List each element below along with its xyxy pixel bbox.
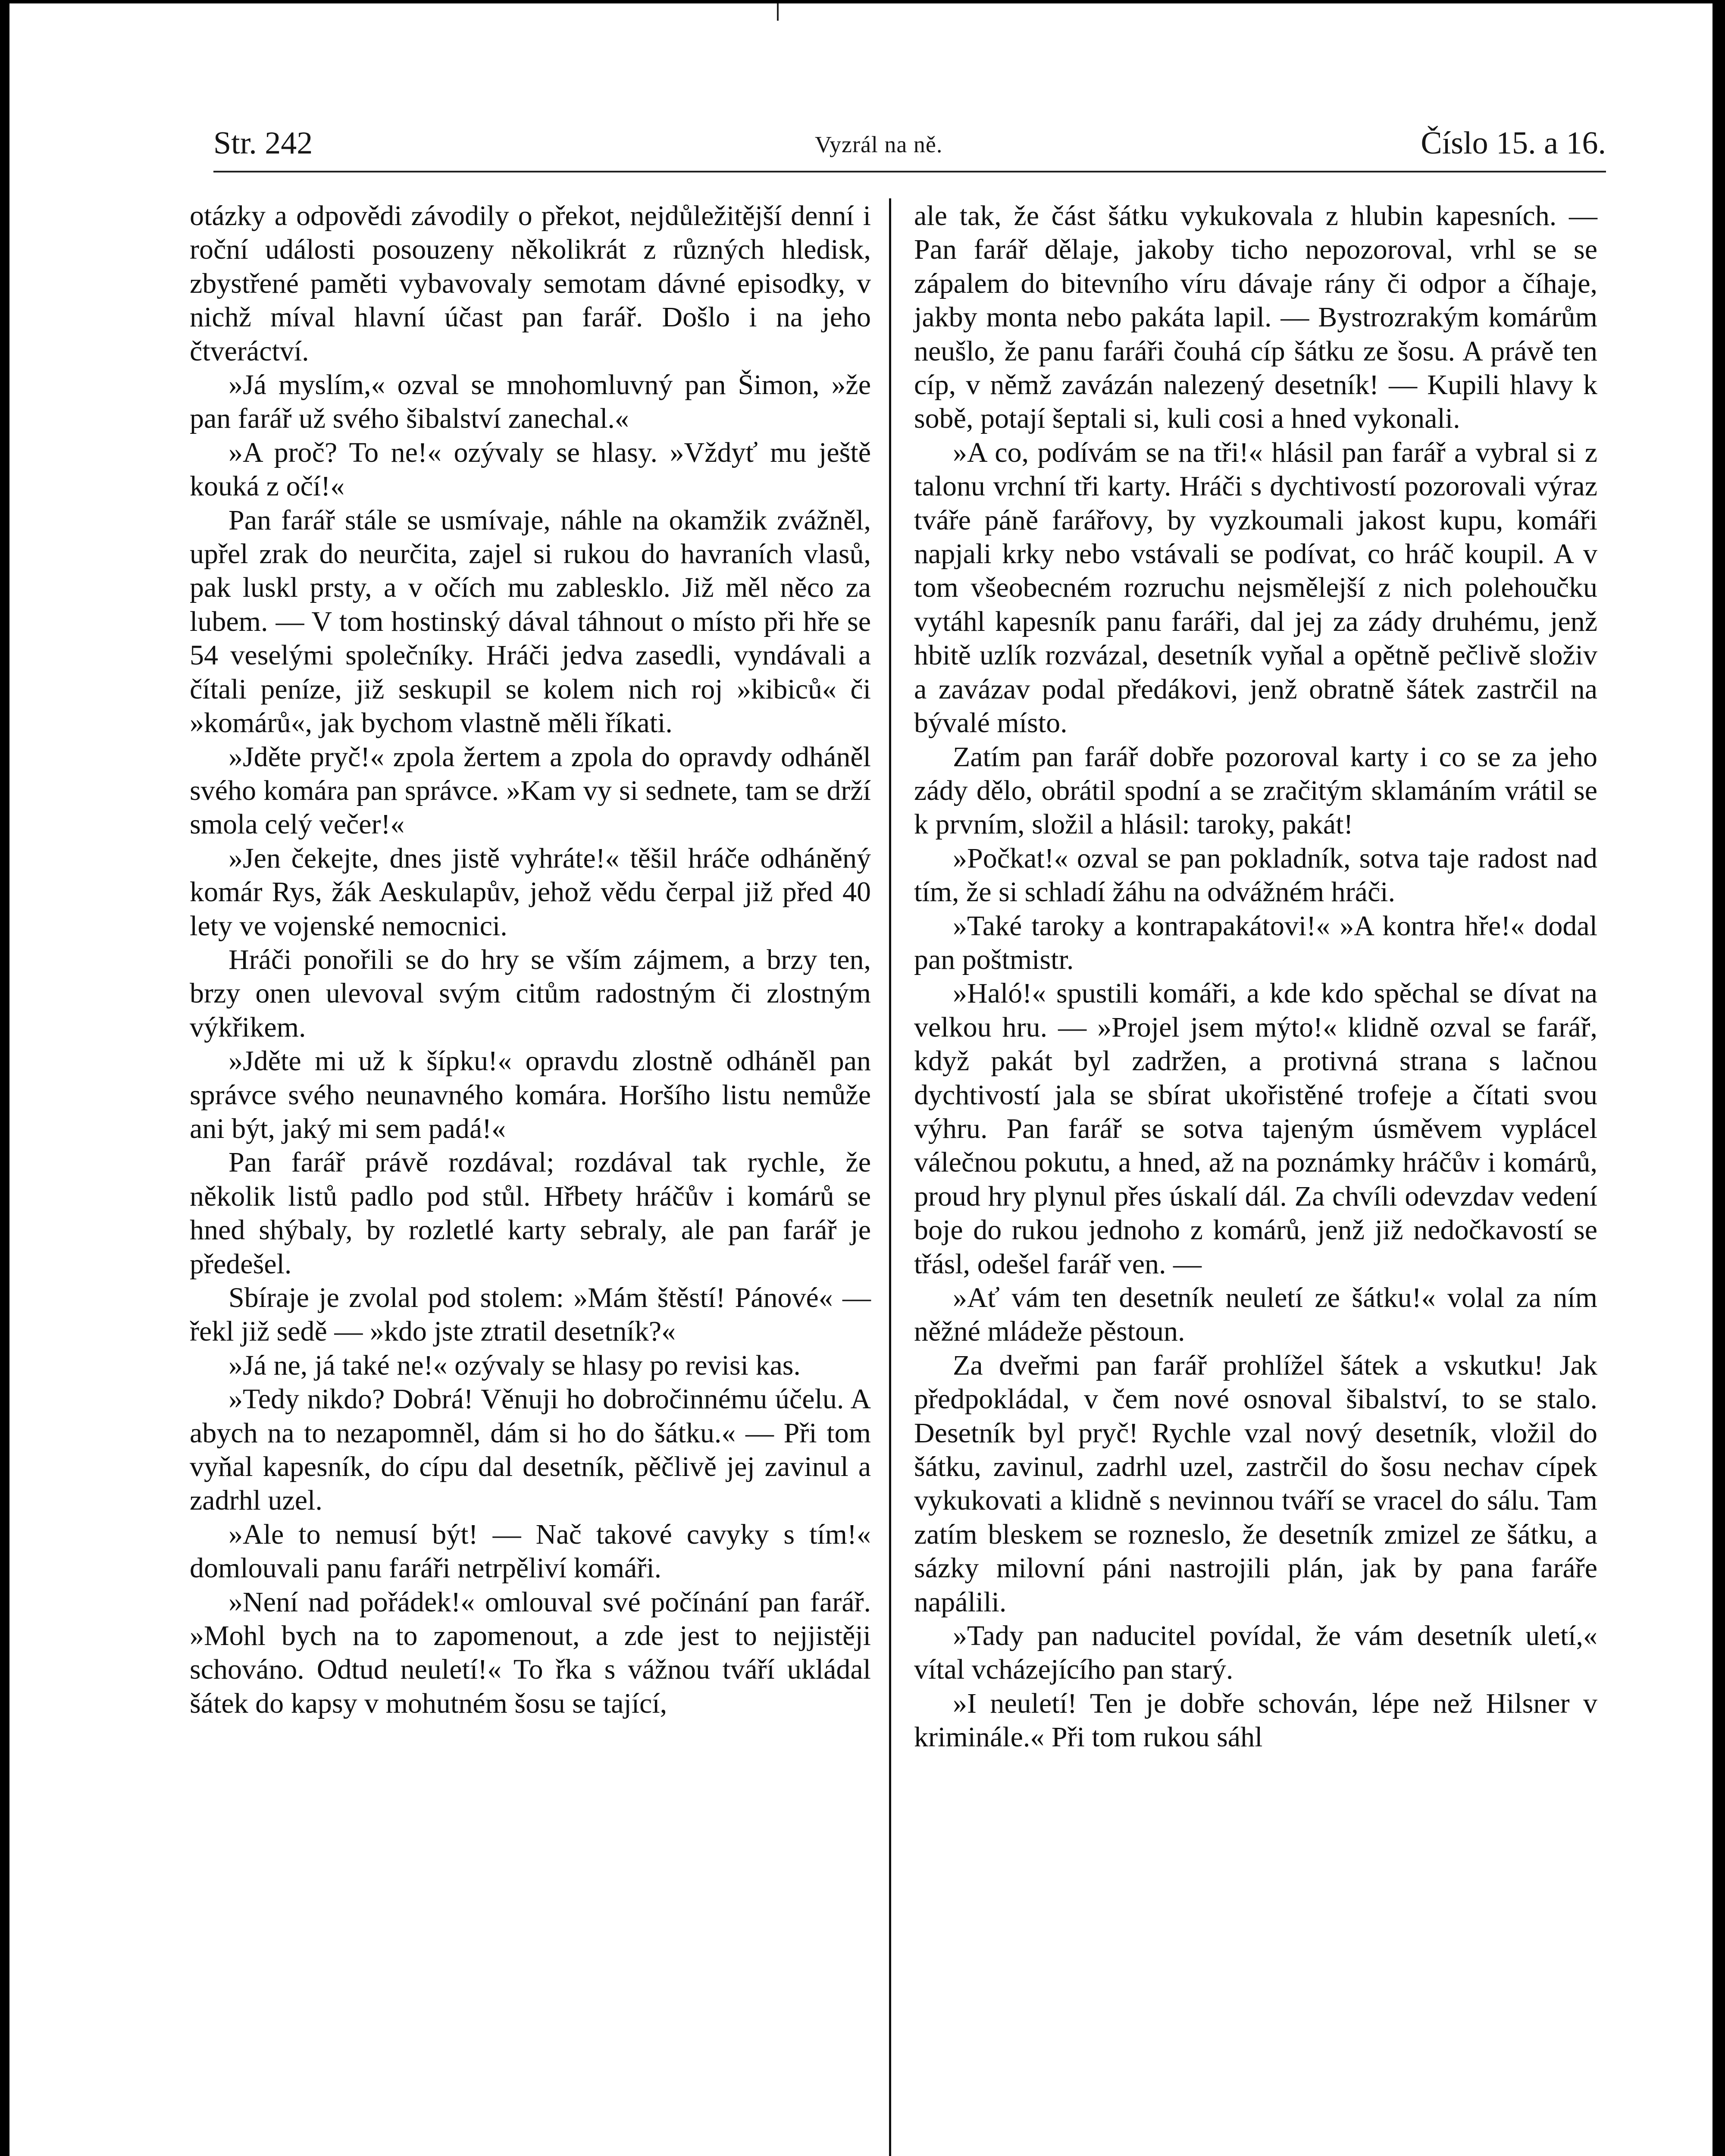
paragraph: »Haló!« spustili komáři, a kde kdo spěchal se dívat na velkou hru. — »Projel jsem mýto!« klidně ozval se farář, když pakát byl zadržen, a protivná strana s lačnou dychtivostí jala se sbírat ukořistěné trofeje a čítati svou výhru. Pan farář se sotva tajeným úsměvem vyplácel válečnou pokutu, a hned, až na poznámky hráčův i komárů, proud hry plynul přes úskalí dál. Za chvíli odevzdav vedení boje do rukou jednoho z komárů, jenž již nedočkavostí se třásl, odešel farář ven. — (914, 978, 1597, 1280)
paragraph: ale tak, že část šátku vykukovala z hlubin kapesních. — Pan farář dělaje, jakoby ticho nepozoroval, vrhl se se zápalem do bitevního víru dávaje rány či odpor a číhaje, jakby monta nebo pakáta lapil. — Bystrozrakým komárům neušlo, že panu faráři čouhá cíp šátku ze šosu. A právě ten cíp, v němž zavázán nalezený desetník! — Kupili hlavy k sobě, potají šeptali si, kuli cosi a hned vykonali. (914, 200, 1597, 435)
paragraph: Hráči ponořili se do hry se vším zájmem, a brzy ten, brzy onen ulevoval svým citům radostným či zlostným výkřikem. (190, 943, 871, 1043)
paragraph: »Jděte mi už k šípku!« opravdu zlostně odháněl pan správce svého neunavného komára. Horšího listu nemůže ani být, jaký mi sem padá!« (190, 1045, 871, 1144)
paragraph: »Ale to nemusí být! — Nač takové cavyky s tím!« domlouvali panu faráři netrpěliví komáři. (190, 1518, 871, 1584)
paragraph: »A proč? To ne!« ozývaly se hlasy. »Vždyť mu ještě kouká z očí!« (190, 436, 871, 502)
paragraph: Sbíraje je zvolal pod stolem: »Mám štěstí! Pánové« — řekl již sedě — »kdo jste ztratil desetník?« (190, 1282, 871, 1348)
paragraph: otázky a odpovědi závodily o překot, nejdůležitější denní i roční události posouzeny několikrát z různých hledisk, zbystřené paměti vybavovaly semotam dávné episodky, v nichž míval hlavní účast pan farář. Došlo i na jeho čtveráctví. (190, 200, 871, 367)
paragraph: »Jděte pryč!« zpola žertem a zpola do opravdy odháněl svého komára pan správce. »Kam vy si sednete, tam se drží smola celý večer!« (190, 741, 871, 840)
issue-number: Číslo 15. a 16. (1421, 125, 1606, 161)
paragraph: Pan farář právě rozdával; rozdával tak rychle, že několik listů padlo pod stůl. Hřbety hráčův i komárů se hned shýbaly, by rozletlé karty sebraly, ale pan farář je předešel. (190, 1147, 871, 1280)
paragraph: »Není nad pořádek!« omlouval své počínání pan farář. »Mohl bych na to zapomenout, a zde jest to nejjistěji schováno. Odtud neuletí!« To řka s vážnou tváří ukládal šátek do kapsy v mohutném šosu se tající, (190, 1586, 871, 1719)
right-column (914, 199, 1597, 1755)
page-number: Str. 242 (213, 125, 313, 161)
paragraph: »Také taroky a kontrapakátovi!« »A kontra hře!« dodal pan poštmistr. (914, 910, 1597, 975)
running-title: Vyzrál na ně. (815, 132, 943, 157)
paragraph: »A co, podívám se na tři!« hlásil pan farář a vybral si z talonu vrchní tři karty. Hráči s dychtivostí pozorovali výraz tváře páně farářovy, by vyzkoumali jakost kupu, komáři napjali krky nebo vstávali se podívat, co hráč koupil. A v tom všeobecném rozruchu nejsmělejší z nich polehoučku vytáhl kapesník panu faráři, dal jej za zády druhému, jenž hbitě uzlík rozvázal, desetník vyňal a opětně pečlivě složiv a zavázav podal předákovi, jenž obratně šátek zastrčil na bývalé místo. (914, 436, 1597, 739)
paragraph: »Tady pan naducitel povídal, že vám desetník uletí,« vítal vcházejícího pan starý. (914, 1620, 1597, 1686)
paragraph: Za dveřmi pan farář prohlížel šátek a vskutku! Jak předpokládal, v čem nové osnoval šibalství, to se stalo. Desetník byl pryč! Rychle vzal nový desetník, vložil do šátku, zavinul, zadrhl uzel, zastrčil do šosu nechav cípek vykukovati a klidně s nevinnou tváří se vracel do sálu. Tam zatím bleskem se rozneslo, že desetník zmizel ze šátku, a sázky milovní páni nastrojili plán, jak by pana faráře napálili. (914, 1349, 1597, 1618)
paragraph: Pan farář stále se usmívaje, náhle na okamžik zvážněl, upřel zrak do neurčita, zajel si rukou do havraních vlasů, pak luskl prsty, a v očích mu zablesklo. Již měl něco za lubem. — V tom hostinský dával táhnout o místo při hře se 54 veselými společníky. Hráči jedva zasedli, vyndávali a čítali peníze, již seskupil se kolem nich roj »kibiců« či »komárů«, jak bychom vlastně měli říkati. (190, 504, 871, 739)
crop-mark (777, 3, 779, 21)
paragraph: »Počkat!« ozval se pan pokladník, sotva taje radost nad tím, že si schladí žáhu na odvážném hráči. (914, 842, 1597, 908)
paragraph: Zatím pan farář dobře pozoroval karty i co se za jeho zády dělo, obrátil spodní a se zračitým sklamáním vrátil se k prvním, složil a hlásil: taroky, pakát! (914, 741, 1597, 840)
paragraph: »Tedy nikdo? Dobrá! Věnuji ho dobročinnému účelu. A abych na to nezapomněl, dám si ho do šátku.« — Při tom vyňal kapesník, do cípu dal desetník, pěčlivě jej zavinul a zadrhl uzel. (190, 1383, 871, 1517)
paragraph: »Jen čekejte, dnes jistě vyhráte!« těšil hráče odháněný komár Rys, žák Aeskulapův, jehož vědu čerpal již před 40 lety ve vojenské nemocnici. (190, 842, 871, 942)
paragraph: »Ať vám ten desetník neuletí ze šátku!« volal za ním něžné mládeže pěstoun. (914, 1282, 1597, 1348)
paragraph: »Já ne, já také ne!« ozývaly se hlasy po revisi kas. (229, 1349, 801, 1381)
column-divider (889, 198, 891, 2156)
page-header (213, 125, 1606, 177)
paragraph: »Já myslím,« ozval se mnohomluvný pan Šimon, »že pan farář už svého šibalství zanechal.« (190, 369, 871, 435)
header-rule (213, 171, 1606, 172)
left-column (190, 199, 871, 1720)
paragraph: »I neuletí! Ten je dobře schován, lépe než Hilsner v kriminále.« Při tom rukou sáhl (914, 1687, 1597, 1753)
